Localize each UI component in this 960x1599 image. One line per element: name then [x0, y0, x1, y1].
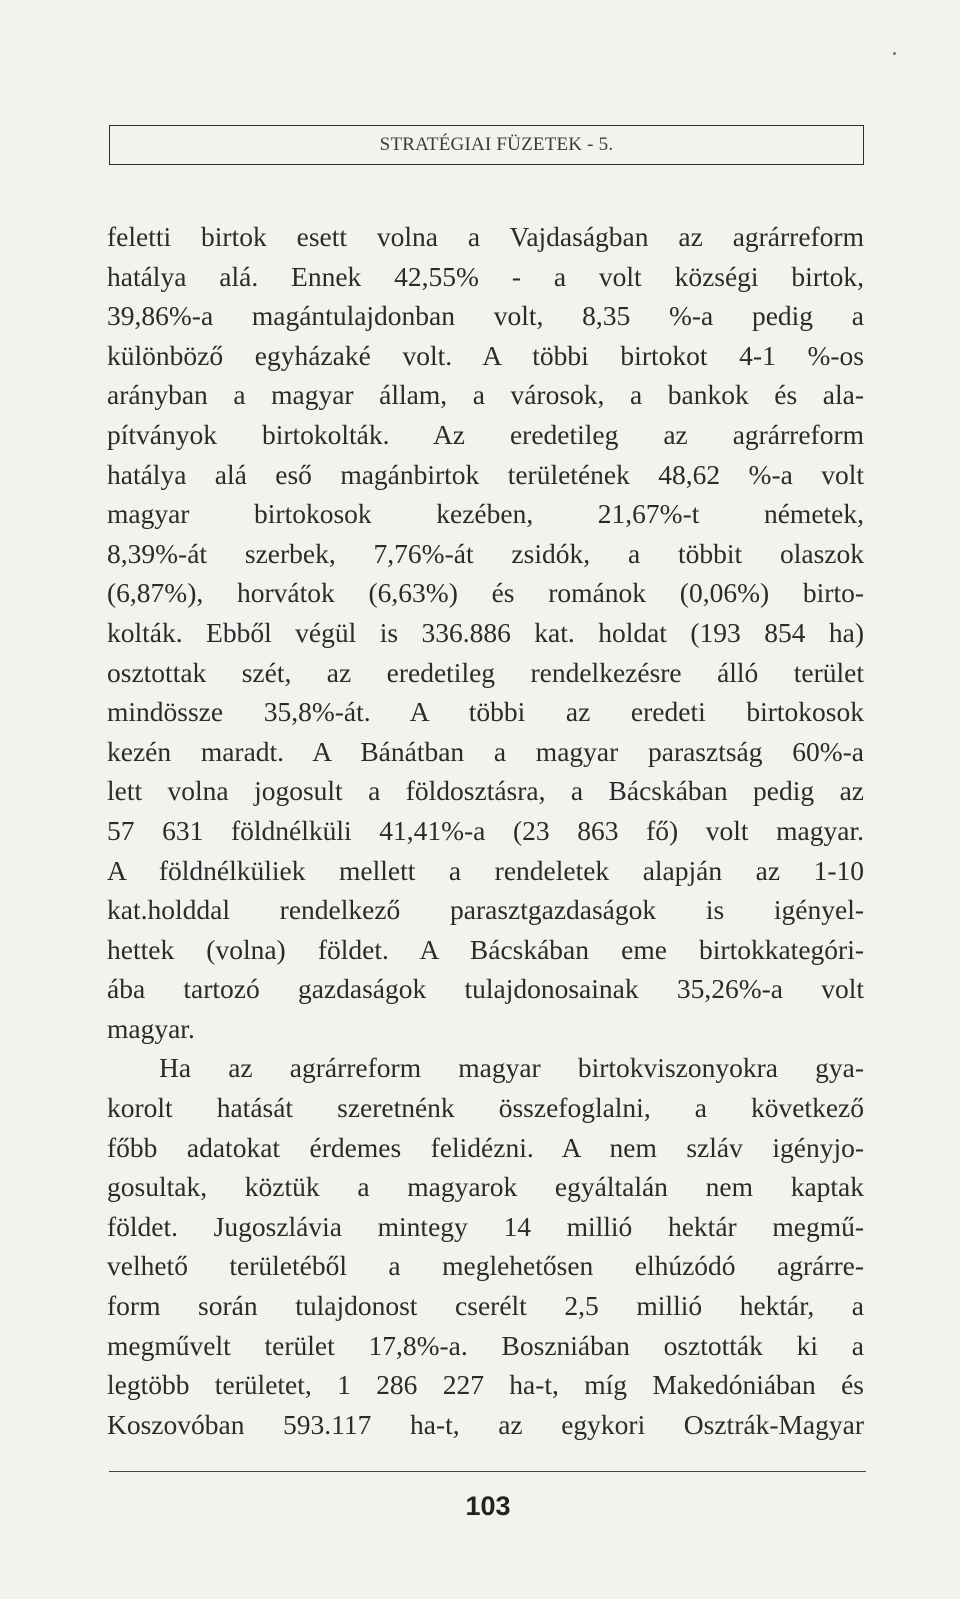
text-line: Koszovóban 593.117 ha-t, az egykori Osztrák-Magyar: [107, 1408, 864, 1440]
text-line: gosultak, köztük a magyarok egyáltalán nem kaptak: [107, 1171, 864, 1203]
text-line: A földnélküliek mellett a rendeletek alapján az 1-10: [107, 854, 864, 886]
paragraph-1: [107, 217, 864, 1048]
text-line: hettek (volna) földet. A Bácskában eme birtokkategóri-: [107, 933, 864, 965]
text-line: korolt hatását szeretnénk összefoglalni, a következő: [107, 1092, 864, 1124]
text-line: form során tulajdonost cserélt 2,5 millió hektár, a: [107, 1290, 864, 1322]
text-line: pítványok birtokolták. Az eredetileg az agrárreform: [107, 418, 864, 450]
running-header: [109, 125, 864, 165]
text-line: osztottak szét, az eredetileg rendelkezésre álló terület: [107, 656, 864, 688]
text-line: kat.holddal rendelkező parasztgazdaságok is igényel-: [107, 894, 864, 926]
text-line: velhető területéből a meglehetősen elhúzódó agrárre-: [107, 1250, 864, 1282]
page-number: 103: [465, 1491, 511, 1521]
text-line: legtöbb területet, 1 286 227 ha-t, míg Makedóniában és: [107, 1369, 864, 1401]
text-line: magyar birtokosok kezében, 21,67%-t németek,: [107, 498, 864, 530]
text-line: főbb adatokat érdemes felidézni. A nem szláv igényjo-: [107, 1131, 864, 1163]
text-line: földet. Jugoszlávia mintegy 14 millió hektár megmű-: [107, 1210, 864, 1242]
text-line: kolták. Ebből végül is 336.886 kat. holdat (193 854 ha): [107, 616, 864, 648]
body-text: [107, 217, 864, 1444]
text-line: kezén maradt. A Bánátban a magyar parasztság 60%-a: [107, 735, 864, 767]
text-line: arányban a magyar állam, a városok, a bankok és ala-: [107, 379, 864, 411]
text-line: 8,39%-át szerbek, 7,76%-át zsidók, a többit olaszok: [107, 537, 864, 569]
text-line: feletti birtok esett volna a Vajdaságban az agrárreform: [107, 221, 864, 252]
page-speck: [893, 52, 896, 55]
running-header-title: STRATÉGIAI FÜZETEK - 5.: [379, 134, 614, 155]
text-line: 57 631 földnélküli 41,41%-a (23 863 fő) volt magyar.: [107, 814, 864, 846]
footer-rule: [109, 1471, 866, 1472]
text-line: különböző egyházaké volt. A többi birtokot 4-1 %-os: [107, 339, 864, 371]
text-line: hatálya alá eső magánbirtok területének 48,62 %-a volt: [107, 458, 864, 490]
text-line: ába tartozó gazdaságok tulajdonosainak 35,26%-a volt: [107, 973, 864, 1005]
text-line: megművelt terület 17,8%-a. Boszniában osztották ki a: [107, 1329, 864, 1361]
text-line: magyar.: [107, 1012, 195, 1044]
paragraph-2: [107, 1048, 864, 1444]
text-line: mindössze 35,8%-át. A többi az eredeti birtokosok: [107, 696, 864, 728]
text-line: Ha az agrárreform magyar birtokviszonyokra gya-: [159, 1052, 864, 1084]
text-line: (6,87%), horvátok (6,63%) és románok (0,06%) birto-: [107, 577, 864, 609]
text-line: 39,86%-a magántulajdonban volt, 8,35 %-a pedig a: [107, 300, 864, 332]
text-line: lett volna jogosult a földosztásra, a Bácskában pedig az: [107, 775, 864, 807]
text-line: hatálya alá. Ennek 42,55% - a volt községi birtok,: [107, 260, 864, 292]
